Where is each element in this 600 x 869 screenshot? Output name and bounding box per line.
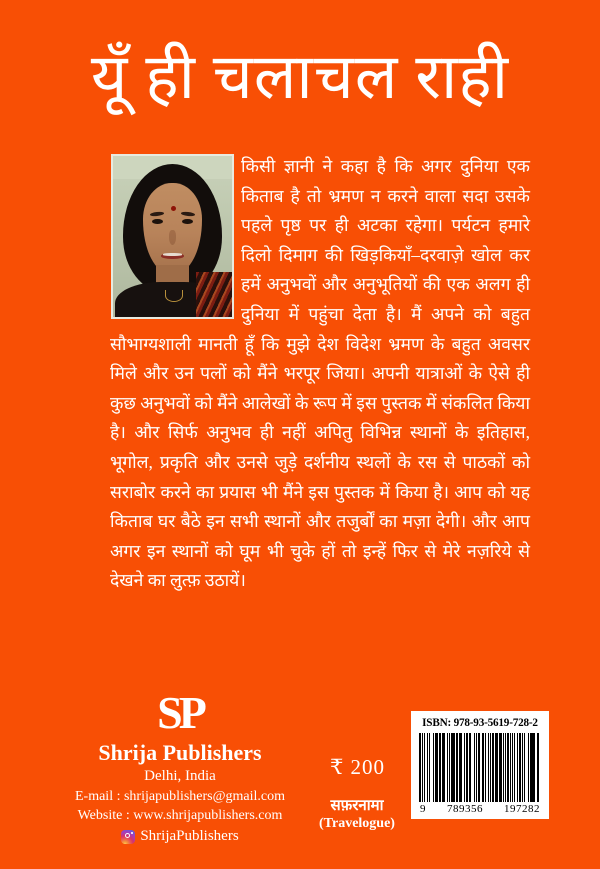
back-cover-blurb: [110, 152, 530, 596]
barcode-bars: [417, 733, 543, 802]
publisher-name: Shrija Publishers: [98, 740, 262, 765]
barcode-digits: [417, 802, 543, 815]
barcode-digit-group-3: 197282: [504, 803, 540, 815]
isbn-number: ISBN: 978-93-5619-728-2: [422, 717, 538, 729]
book-title: यूँ ही चलाचल राही: [90, 42, 510, 112]
publisher-logo-icon: SP: [157, 687, 203, 738]
publisher-city: Delhi, India: [144, 768, 216, 784]
instagram-handle: ShrijaPublishers: [140, 828, 239, 844]
price-label: ₹ 200: [329, 755, 386, 779]
publisher-website[interactable]: Website : www.shrijapublishers.com: [77, 808, 283, 823]
barcode-digit-group-1: 9: [420, 803, 426, 815]
blurb-text: किसी ज्ञानी ने कहा है कि अगर दुनिया एक किताब है तो भ्रमण न करने वाला सदा उसके पहले पृष्ठ पर ही अटका रहेगा। पर्यटन हमारे दिलो दिमाग की खिड़कियाँ–दरवाज़े खोल कर हमें अनुभवों और अनुभूतियों की एक अलग ही दुनिया में पहुंचा देता है। मैं अपने को बहुत सौभाग्यशाली मानती हूँ कि मुझे देश विदेश भ्रमण के बहुत अवसर मिले और उन पलों को मैंने भरपूर जिया। अपनी यात्राओं के ऐसे ही कुछ अनुभवों को मैंने आलेखों के रूप में इस पुस्तक में संकलित किया है। और सिर्फ अनुभव ही नहीं अपितु विभिन्न स्थानों के इतिहास, भूगोल, प्रकृति और उनसे जुड़े दर्शनीय स्थलों के रस से पाठकों को सराबोर करने का प्रयास भी मैंने इस पुस्तक में किया है। आप को यह किताब घर बैठे इन सभी स्थानों और तजुर्बों का मज़ा देगी। और आप अगर इन स्थानों को घूम भी चुके हों तो इन्हें फिर से मेरे नज़रिये से देखने का लुत्फ़ उठायें।: [110, 156, 530, 591]
isbn-barcode-panel: [411, 711, 549, 819]
publisher-block: [55, 688, 305, 846]
genre-block: [296, 797, 418, 833]
publisher-instagram[interactable]: [55, 827, 305, 846]
instagram-icon: [121, 830, 135, 844]
genre-english: (Travelogue): [319, 816, 395, 831]
barcode-digit-group-2: 789356: [447, 803, 483, 815]
publisher-email[interactable]: E-mail : shrijapublishers@gmail.com: [74, 789, 286, 804]
genre-hindi: सफ़रनामा: [330, 798, 384, 814]
photo-text-wrap-spacer: [110, 152, 241, 322]
